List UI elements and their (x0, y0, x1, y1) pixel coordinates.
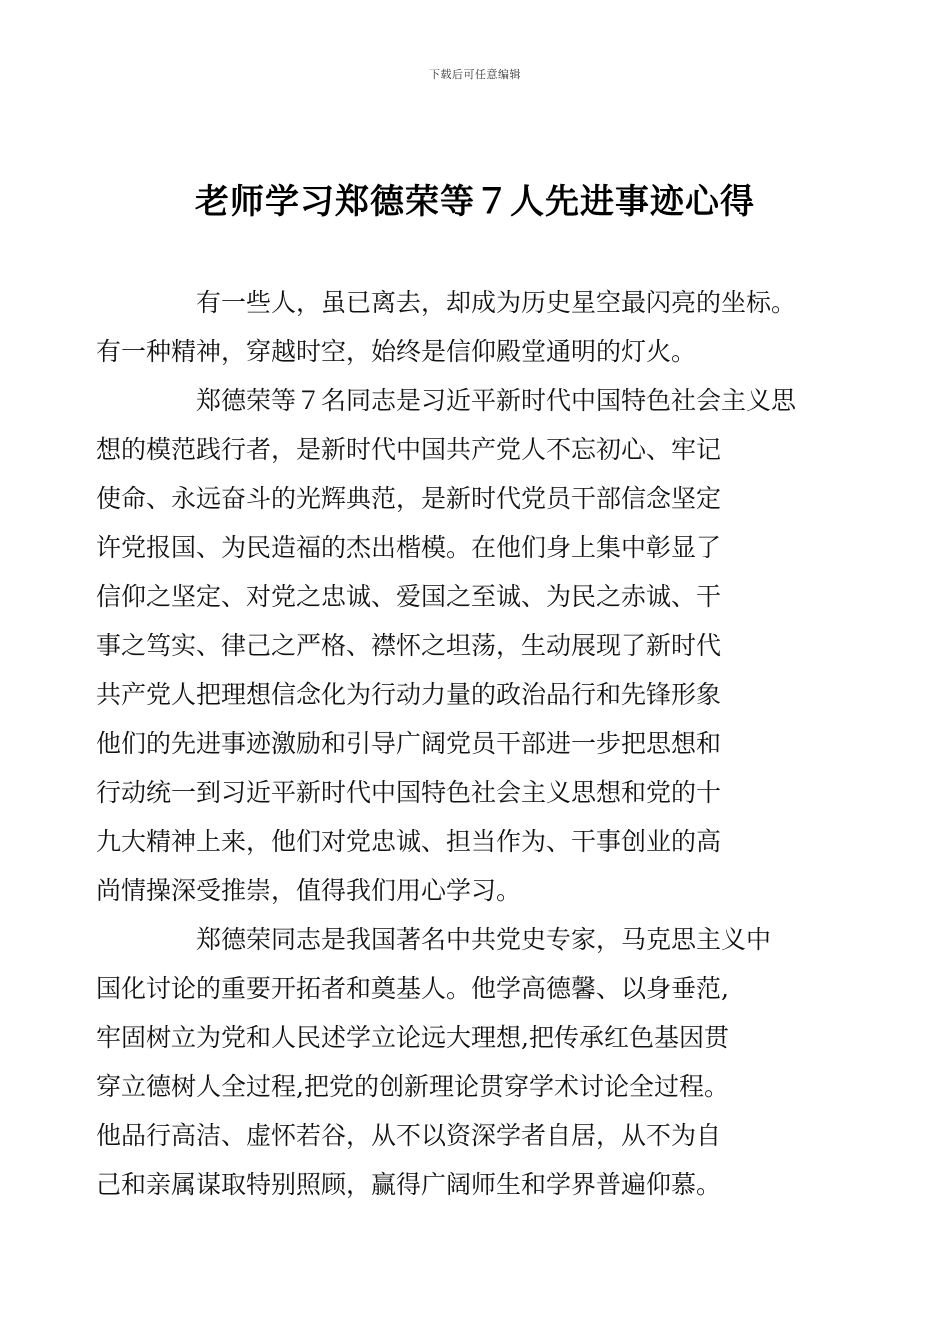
text-line: 他们的先进事迹激励和引导广阔党员干部进一步把思想和 (96, 729, 722, 758)
header-note: 下载后可任意编辑 (429, 68, 521, 81)
paragraph-1 (96, 278, 814, 376)
paragraph-3 (96, 915, 814, 1209)
text-line: 尚情操深受推崇，值得我们用心学习。 (96, 876, 522, 905)
text-line: 己和亲属谋取特别照顾，赢得广阔师生和学界普遍仰慕。 (96, 1170, 722, 1199)
paragraph-2 (96, 376, 814, 915)
text-line: 事之笃实、律己之严格、襟怀之坦荡，生动展现了新时代 (96, 631, 722, 660)
document-body (96, 278, 814, 1209)
text-line: 共产党人把理想信念化为行动力量的政治品行和先锋形象 (96, 680, 722, 709)
text-line: 想的模范践行者，是新时代中国共产党人不忘初心、牢记 (96, 435, 722, 464)
text-line: 他品行高洁、虚怀若谷，从不以资深学者自居，从不为自 (96, 1121, 722, 1150)
text-line: 穿立德树人全过程,把党的创新理论贯穿学术讨论全过程。 (96, 1072, 729, 1101)
text-line: 使命、永远奋斗的光辉典范，是新时代党员干部信念坚定 (96, 484, 722, 513)
text-line: 信仰之坚定、对党之忠诚、爱国之至诚、为民之赤诚、干 (96, 582, 722, 611)
text-line: 有一些人，虽已离去，却成为历史星空最闪亮的坐标。 (196, 288, 797, 317)
text-line: 郑德荣等７名同志是习近平新时代中国特色社会主义思 (196, 386, 797, 415)
text-line: 行动统一到习近平新时代中国特色社会主义思想和党的十 (96, 778, 722, 807)
text-line: 有一种精神，穿越时空，始终是信仰殿堂通明的灯火。 (96, 337, 697, 366)
document-title: 老师学习郑德荣等７人先进事迹心得 (195, 182, 755, 222)
text-line: 九大精神上来，他们对党忠诚、担当作为、干事创业的高 (96, 827, 722, 856)
text-line: 郑德荣同志是我国著名中共党史专家，马克思主义中 (196, 925, 772, 954)
text-line: 许党报国、为民造福的杰出楷模。在他们身上集中彰显了 (96, 533, 722, 562)
text-line: 国化讨论的重要开拓者和奠基人。他学高德馨、以身垂范, (96, 974, 729, 1003)
text-line: 牢固树立为党和人民述学立论远大理想,把传承红色基因贯 (96, 1023, 729, 1052)
